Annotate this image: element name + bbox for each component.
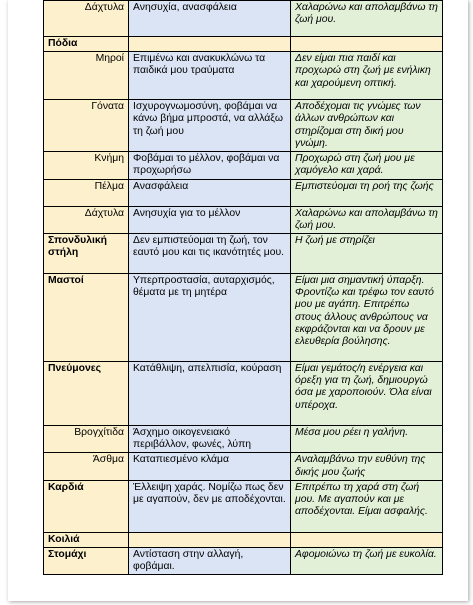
table-row: [44, 426, 443, 453]
section-title: Πόδια: [44, 37, 129, 52]
cause-cell: Ανησυχία για το μέλλον: [129, 206, 291, 233]
affirmation-cell: Αποδέχομαι τις γνώμες των άλλων ανθρώπων και στηρίζομαι στη δική μου γνώμη.: [291, 100, 443, 152]
cause-cell: Άσχημο οικογενειακό περιβάλλον, φωνές, λύπη: [129, 426, 291, 453]
symptoms-table: [43, 0, 443, 575]
table-row: [44, 1, 443, 37]
affirmation-cell: Προχωρώ στη ζωή μου με χαμόγελο και χαρά.: [291, 152, 443, 179]
empty-cell: [129, 37, 291, 52]
body-part-cell: Γόνατα: [44, 100, 129, 152]
body-part-cell: Πνεύμονες: [44, 362, 129, 426]
section-title: Κοιλιά: [44, 532, 129, 547]
section-row: [44, 532, 443, 547]
table-row: [44, 234, 443, 274]
body-part-cell: Μαστοί: [44, 274, 129, 362]
body-part-cell: Δάχτυλα: [44, 1, 129, 37]
cause-cell: Ανησυχία, ανασφάλεια: [129, 1, 291, 37]
body-part-cell: Πέλμα: [44, 179, 129, 206]
table-row: [44, 152, 443, 179]
affirmation-cell: Αναλαμβάνω την ευθύνη της δικής μου ζωής: [291, 453, 443, 480]
body-part-cell: Μηροί: [44, 52, 129, 100]
body-part-cell: Σπονδυλική στήλη: [44, 234, 129, 274]
document-page: [8, 0, 468, 601]
table-row: [44, 206, 443, 233]
empty-cell: [129, 532, 291, 547]
affirmation-cell: Εμπιστεύομαι τη ροή της ζωής: [291, 179, 443, 206]
cause-cell: Έλλειψη χαράς. Νομίζω πως δεν με αγαπούν, δεν με αποδέχονται.: [129, 480, 291, 532]
table-row: [44, 480, 443, 532]
empty-cell: [291, 37, 443, 52]
affirmation-cell: Είμαι γεμάτος/η ενέργεια και όρεξη για τη ζωή, δημιουργώ όσα με χαροποιούν. Όλα είναι υπέροχα.: [291, 362, 443, 426]
table-row: [44, 100, 443, 152]
section-row: [44, 37, 443, 52]
body-part-cell: Άσθμα: [44, 453, 129, 480]
cause-cell: Δεν εμπιστεύομαι τη ζωή, τον εαυτό μου και τις ικανότητές μου.: [129, 234, 291, 274]
table-row: [44, 274, 443, 362]
body-part-cell: Στομάχι: [44, 548, 129, 575]
cause-cell: Καταπιεσμένο κλάμα: [129, 453, 291, 480]
table-row: [44, 179, 443, 206]
body-part-cell: Δάχτυλα: [44, 206, 129, 233]
table-row: [44, 52, 443, 100]
affirmation-cell: Η ζωή με στηρίζει: [291, 234, 443, 274]
affirmation-cell: Χαλαρώνω και απολαμβάνω τη ζωή μου.: [291, 1, 443, 37]
cause-cell: Επιμένω και ανακυκλώνω τα παιδικά μου τραύματα: [129, 52, 291, 100]
affirmation-cell: Χαλαρώνω και απολαμβάνω τη ζωή μου.: [291, 206, 443, 233]
affirmation-cell: Δεν είμαι πια παιδί και προχωρώ στη ζωή με ενήλικη και χαρούμενη οπτική.: [291, 52, 443, 100]
affirmation-cell: Αφομοιώνω τη ζωή με ευκολία.: [291, 548, 443, 575]
cause-cell: Ανασφάλεια: [129, 179, 291, 206]
table-row: [44, 362, 443, 426]
cause-cell: Υπερπροστασία, αυταρχισμός, θέματα με τη μητέρα: [129, 274, 291, 362]
affirmation-cell: Επιτρέπω τη χαρά στη ζωή μου. Με αγαπούν και με αποδέχονται. Είμαι ασφαλής.: [291, 480, 443, 532]
cause-cell: Αντίσταση στην αλλαγή, φοβάμαι.: [129, 548, 291, 575]
affirmation-cell: Είμαι μια σημαντική ύπαρξη. Φροντίζω και τρέφω τον εαυτό μου με αγάπη. Επιτρέπω στους άλλους ανθρώπους να εκφράζονται και να δρουν με ελευθερία βούλησης.: [291, 274, 443, 362]
body-part-cell: Κνήμη: [44, 152, 129, 179]
table-row: [44, 453, 443, 480]
body-part-cell: Καρδιά: [44, 480, 129, 532]
affirmation-cell: Μέσα μου ρέει η γαλήνη.: [291, 426, 443, 453]
cause-cell: Φοβάμαι το μέλλον, φοβάμαι να προχωρήσω: [129, 152, 291, 179]
table-row: [44, 548, 443, 575]
cause-cell: Ισχυρογνωμοσύνη, φοβάμαι να κάνω βήμα μπροστά, να αλλάξω τη ζωή μου: [129, 100, 291, 152]
cause-cell: Κατάθλιψη, απελπισία, κούραση: [129, 362, 291, 426]
body-part-cell: Βρογχίτιδα: [44, 426, 129, 453]
empty-cell: [291, 532, 443, 547]
